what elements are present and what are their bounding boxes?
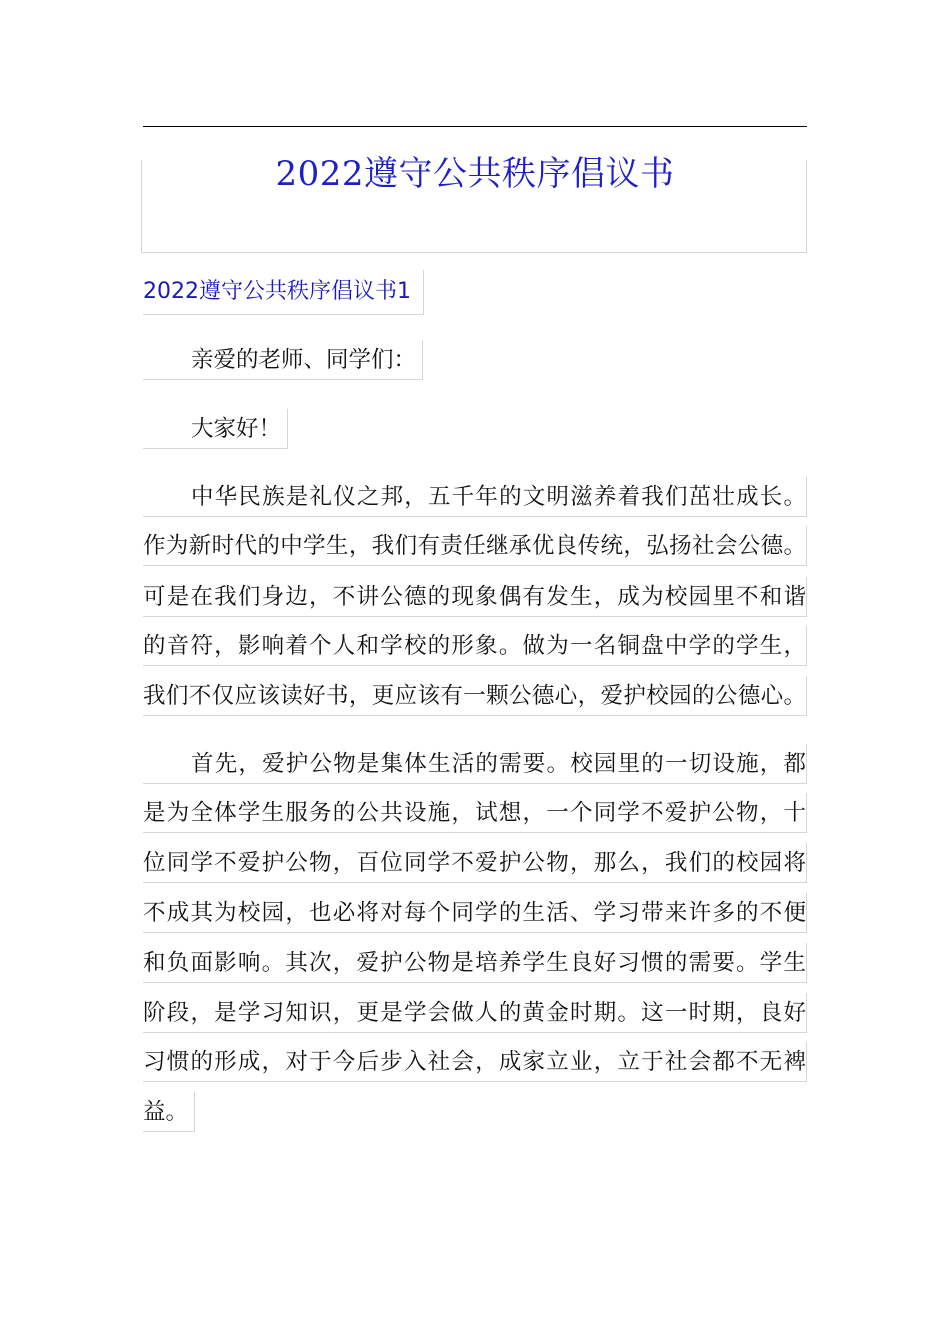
- paragraph-2-line-2: 是为全体学生服务的公共设施，试想，一个同学不爱护公物，十: [143, 793, 807, 833]
- paragraph-2-line-7: 习惯的形成，对于今后步入社会，成家立业，立于社会都不无裨: [143, 1042, 807, 1082]
- document-title: 2022遵守公共秩序倡议书: [275, 154, 675, 194]
- section-heading: 2022遵守公共秩序倡议书1: [143, 270, 424, 315]
- salutation-line: 亲爱的老师、同学们：: [143, 340, 423, 380]
- paragraph-2-line-5: 和负面影响。其次，爱护公物是培养学生良好习惯的需要。学生: [143, 943, 807, 983]
- paragraph-2-line-1: 首先，爱护公物是集体生活的需要。校园里的一切设施，都: [143, 744, 807, 784]
- paragraph-1-line-2: 作为新时代的中学生，我们有责任继承优良传统，弘扬社会公德。: [143, 526, 807, 566]
- paragraph-1-line-1: 中华民族是礼仪之邦，五千年的文明滋养着我们茁壮成长。: [143, 477, 807, 517]
- paragraph-1-line-4: 的音符，影响着个人和学校的形象。做为一名铜盘中学的学生，: [143, 626, 807, 666]
- top-rule: [143, 126, 807, 127]
- paragraph-2-line-4: 不成其为校园，也必将对每个同学的生活、学习带来许多的不便: [143, 893, 807, 933]
- paragraph-2-line-6: 阶段，是学习知识，更是学会做人的黄金时期。这一时期，良好: [143, 993, 807, 1033]
- paragraph-1-line-3: 可是在我们身边，不讲公德的现象偶有发生，成为校园里不和谐: [143, 577, 807, 617]
- paragraph-2-line-3: 位同学不爱护公物，百位同学不爱护公物，那么，我们的校园将: [143, 843, 807, 883]
- paragraph-2-line-8: 益。: [143, 1092, 195, 1132]
- paragraph-1-line-5: 我们不仅应该读好书，更应该有一颗公德心，爱护校园的公德心。: [143, 676, 807, 716]
- greeting-line: 大家好！: [143, 409, 288, 449]
